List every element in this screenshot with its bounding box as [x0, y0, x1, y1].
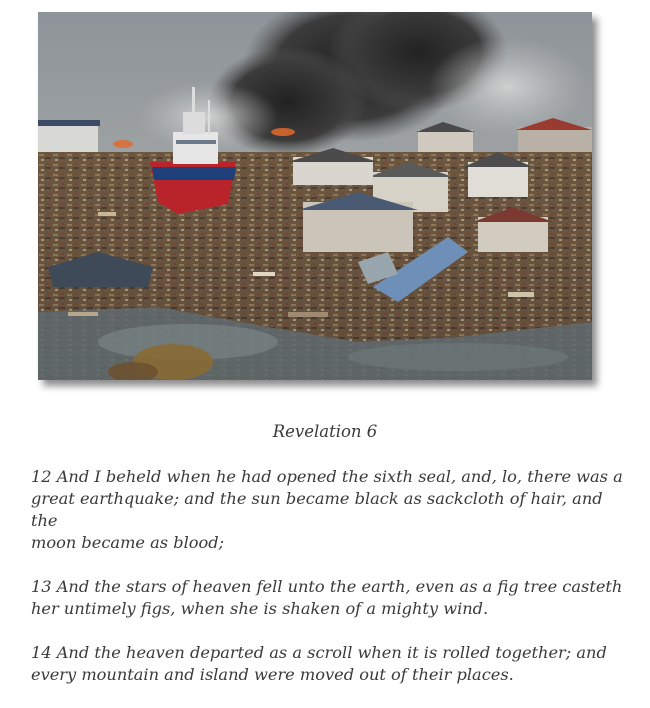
- scripture-reference-title: Revelation 6: [272, 422, 378, 441]
- verse-13: 13 And the stars of heaven fell unto the earth, even as a fig tree casteth her untimely figs, when she is shaken of a mighty wind.: [31, 577, 623, 618]
- verse-14: 14 And the heaven departed as a scroll when it is rolled together; and every mountain and island were moved out of their places.: [31, 643, 607, 684]
- scripture-verses: [31, 466, 631, 708]
- tsunami-aftermath-photo: [38, 12, 592, 380]
- verse-12: 12 And I beheld when he had opened the sixth seal, and, lo, there was a great earthquake; and the sun became black as sackcloth of hair, and the moon became as blood;: [31, 467, 623, 552]
- disaster-photo-icon: [38, 12, 592, 380]
